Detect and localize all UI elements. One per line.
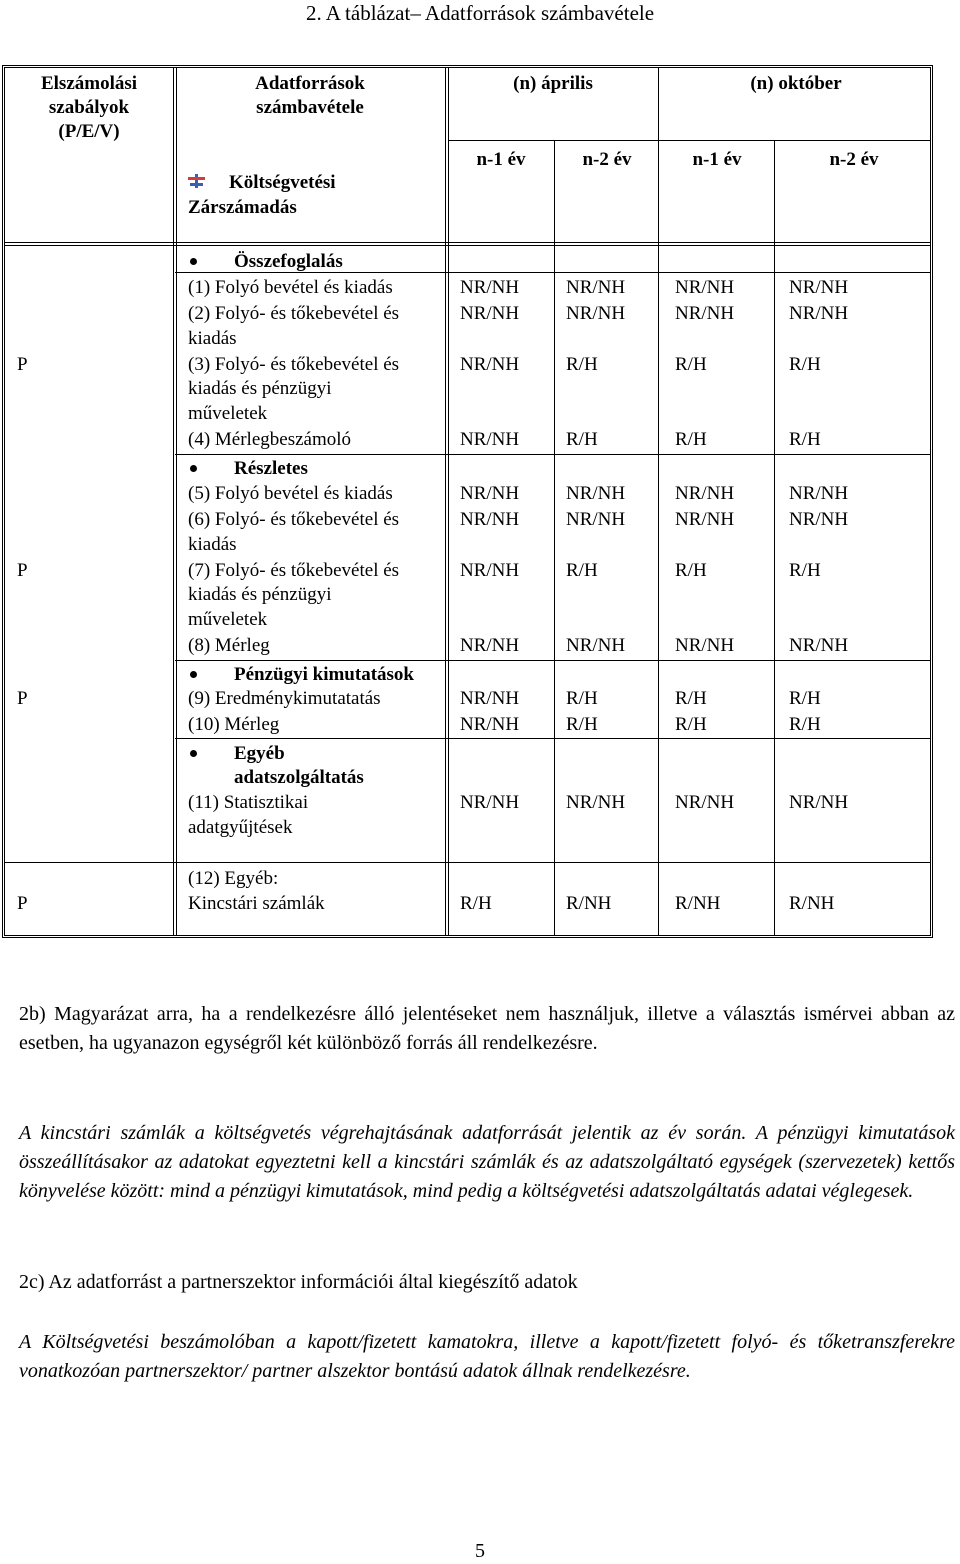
- header-rules-line: (P/E/V): [58, 121, 120, 142]
- cell-value: NR/NH: [566, 509, 626, 530]
- cell-value: R/H: [675, 429, 707, 450]
- row-label: (5) Folyó bevétel és kiadás: [188, 483, 393, 504]
- cell-value: R/NH: [789, 893, 835, 914]
- cell-value: R/H: [566, 354, 598, 375]
- cell-value: NR/NH: [675, 303, 735, 324]
- paragraph-2c: 2c) Az adatforrást a partnerszektor információi által kiegészítő adatok: [19, 1271, 578, 1293]
- section-heading: Összefoglalás: [234, 251, 343, 272]
- row-label: (7) Folyó- és tőkebevétel és: [188, 560, 400, 581]
- col-divider: [554, 141, 555, 935]
- header-year: n-2 év: [582, 149, 632, 170]
- cell-value: NR/NH: [789, 509, 849, 530]
- cell-value: NR/NH: [675, 792, 735, 813]
- row-label: (1) Folyó bevétel és kiadás: [188, 277, 393, 298]
- cell-value: NR/NH: [460, 714, 520, 735]
- row-label: (2) Folyó- és tőkebevétel és: [188, 303, 400, 324]
- header-year: n-2 év: [829, 149, 879, 170]
- budget-icon: [188, 174, 205, 188]
- header-budget-line: Költségvetési: [229, 172, 336, 193]
- cell-value: R/H: [789, 688, 821, 709]
- paragraph-2b: 2b) Magyarázat arra, ha a rendelkezésre álló jelentéseket nem használjuk, illetve a választás ismérvei abban az esetben, ha ugyanazon egységről két különböző forrás áll rendelkezésre.: [19, 1003, 955, 1054]
- cell-value: R/H: [789, 429, 821, 450]
- cell-value: NR/NH: [460, 429, 520, 450]
- row-label: (10) Mérleg: [188, 714, 280, 735]
- cell-value: NR/NH: [675, 635, 735, 656]
- cell-value: NR/NH: [460, 509, 520, 530]
- cell-value: NR/NH: [566, 792, 626, 813]
- header-year: n-1 év: [692, 149, 742, 170]
- cell-value: R/H: [566, 714, 598, 735]
- row-divider: [175, 660, 930, 661]
- row-label: (8) Mérleg: [188, 635, 270, 656]
- page-number: 5: [475, 1540, 485, 1562]
- cell-value: NR/NH: [789, 792, 849, 813]
- cell-value: NR/NH: [460, 635, 520, 656]
- row-label: (4) Mérlegbeszámoló: [188, 429, 352, 450]
- rule-label: P: [17, 354, 28, 375]
- cell-value: NR/NH: [789, 483, 849, 504]
- header-sources-line: Adatforrások: [255, 73, 365, 94]
- cell-value: NR/NH: [566, 303, 626, 324]
- row-label: (11) Statisztikai: [188, 792, 309, 813]
- header-rules-line: Elszámolási: [40, 73, 138, 94]
- row-label: kiadás és pénzügyi: [188, 584, 332, 605]
- row-divider: [5, 862, 930, 863]
- cell-value: NR/NH: [789, 303, 849, 324]
- row-label: (3) Folyó- és tőkebevétel és: [188, 354, 400, 375]
- row-divider: [175, 454, 930, 455]
- section-heading: Részletes: [234, 458, 308, 479]
- rule-label: P: [17, 893, 28, 914]
- row-divider: [175, 738, 930, 739]
- cell-value: R/H: [566, 429, 598, 450]
- row-label: műveletek: [188, 403, 268, 424]
- bullet-icon: [190, 258, 197, 265]
- cell-value: NR/NH: [460, 792, 520, 813]
- cell-value: R/H: [566, 688, 598, 709]
- section-heading: Pénzügyi kimutatások: [234, 664, 414, 685]
- cell-value: NR/NH: [566, 277, 626, 298]
- row-label: Kincstári számlák: [188, 893, 325, 914]
- row-label: kiadás: [188, 534, 237, 555]
- header-sources-line: számbavétele: [256, 97, 364, 118]
- col-divider: [173, 68, 177, 935]
- section-heading: adatszolgáltatás: [234, 767, 364, 788]
- cell-value: R/H: [675, 560, 707, 581]
- cell-value: NR/NH: [789, 635, 849, 656]
- cell-value: R/H: [460, 893, 492, 914]
- row-label: adatgyűjtések: [188, 817, 293, 838]
- cell-value: R/H: [675, 354, 707, 375]
- cell-value: R/H: [566, 560, 598, 581]
- header-april: (n) április: [513, 73, 593, 94]
- cell-value: R/H: [789, 560, 821, 581]
- cell-value: NR/NH: [675, 509, 735, 530]
- bullet-icon: [190, 465, 197, 472]
- cell-value: R/H: [675, 714, 707, 735]
- cell-value: NR/NH: [460, 303, 520, 324]
- row-label: (9) Eredménykimutatatás: [188, 688, 381, 709]
- cell-value: NR/NH: [566, 635, 626, 656]
- row-label: műveletek: [188, 609, 268, 630]
- rule-label: P: [17, 560, 28, 581]
- cell-value: NR/NH: [460, 277, 520, 298]
- header-year: n-1 év: [476, 149, 526, 170]
- header-october: (n) október: [750, 73, 842, 94]
- cell-value: R/NH: [675, 893, 721, 914]
- cell-value: NR/NH: [675, 483, 735, 504]
- cell-value: NR/NH: [789, 277, 849, 298]
- cell-value: NR/NH: [566, 483, 626, 504]
- bullet-icon: [190, 750, 197, 757]
- rule-label: P: [17, 688, 28, 709]
- header-budget-line: Zárszámadás: [188, 197, 297, 218]
- cell-value: NR/NH: [460, 560, 520, 581]
- cell-value: NR/NH: [675, 277, 735, 298]
- row-label: kiadás: [188, 328, 237, 349]
- cell-value: R/NH: [566, 893, 612, 914]
- page-title: 2. A táblázat– Adatforrások számbavétele: [305, 1, 655, 25]
- row-label: (6) Folyó- és tőkebevétel és: [188, 509, 400, 530]
- row-label: kiadás és pénzügyi: [188, 378, 332, 399]
- paragraph-2b-italic: A kincstári számlák a költségvetés végrehajtásának adatforrását jelentik az év során. A pénzügyi kimutatások összeállításakor az adatokat egyeztetni kell a kincstári számlák és az adatszolgáltató egységek (szervezetek) kettős könyvelése között: mind a pénzügyi kimutatások, mind pedig a költségvetési adatszolgáltatás adatai véglegesek.: [19, 1122, 955, 1202]
- cell-value: NR/NH: [460, 688, 520, 709]
- header-bottom-divider: [5, 242, 930, 246]
- cell-value: R/H: [789, 354, 821, 375]
- col-divider: [658, 68, 659, 935]
- bullet-icon: [190, 671, 197, 678]
- col-divider: [445, 68, 449, 935]
- header-rules-line: szabályok: [48, 97, 130, 118]
- cell-value: NR/NH: [460, 354, 520, 375]
- row-label: (12) Egyéb:: [188, 868, 279, 889]
- col-divider: [774, 141, 775, 935]
- data-sources-table: [2, 65, 933, 938]
- cell-value: R/H: [789, 714, 821, 735]
- section-heading: Egyéb: [234, 743, 285, 764]
- paragraph-2c-italic: A Költségvetési beszámolóban a kapott/fizetett kamatokra, illetve a kapott/fizetett folyó- és tőketranszferekre vonatkozóan partnerszektor/ partner alszektor bontású adatok állnak rendelkezésre.: [19, 1331, 955, 1382]
- header-divider: [448, 140, 930, 141]
- cell-value: NR/NH: [460, 483, 520, 504]
- cell-value: R/H: [675, 688, 707, 709]
